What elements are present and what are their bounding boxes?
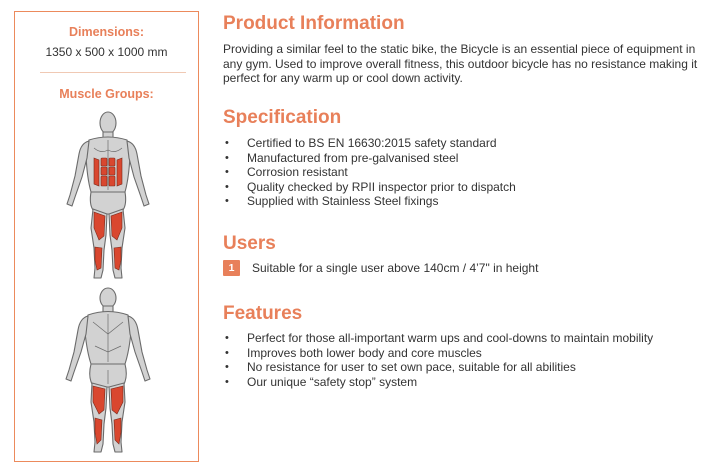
list-item: • Supplied with Stainless Steel fixings (223, 194, 516, 209)
info-sidebar (14, 11, 199, 462)
dimensions-label: Dimensions: (68, 25, 144, 39)
list-item: • Improves both lower body and core muscles (223, 346, 653, 361)
features-title: Features (223, 303, 303, 324)
list-item: • Quality checked by RPII inspector prior to dispatch (223, 180, 516, 195)
dimensions-value: 1350 x 500 x 1000 mm (45, 45, 168, 59)
list-item: • Manufactured from pre-galvanised steel (223, 151, 516, 166)
users-title: Users (223, 233, 276, 254)
user-count-badge: 1 (223, 260, 240, 276)
product-description: Providing a similar feel to the static bike, the Bicycle is an essential piece of equipment in any gym. Used to improve overall fitness, this outdoor bicycle has no resistance making it perfect for any warm up or cool down activity. (223, 42, 698, 85)
specification-list (223, 136, 516, 209)
features-list (223, 331, 653, 389)
specification-title: Specification (223, 107, 342, 128)
list-item: • No resistance for user to set own pace, suitable for all abilities (223, 360, 653, 375)
list-item: • Our unique “safety stop” system (223, 375, 653, 390)
user-requirement (223, 260, 538, 276)
muscle-map-front-icon (63, 110, 153, 285)
list-item: • Corrosion resistant (223, 165, 516, 180)
muscle-map-back-icon (63, 286, 153, 458)
muscle-groups-label: Muscle Groups: (59, 87, 154, 101)
product-information-title: Product Information (223, 13, 405, 34)
list-item: • Perfect for those all-important warm ups and cool-downs to maintain mobility (223, 331, 653, 346)
user-requirement-text: Suitable for a single user above 140cm / 4’7" in height (252, 261, 539, 275)
list-item: • Certified to BS EN 16630:2015 safety standard (223, 136, 516, 151)
sidebar-divider (40, 72, 186, 73)
